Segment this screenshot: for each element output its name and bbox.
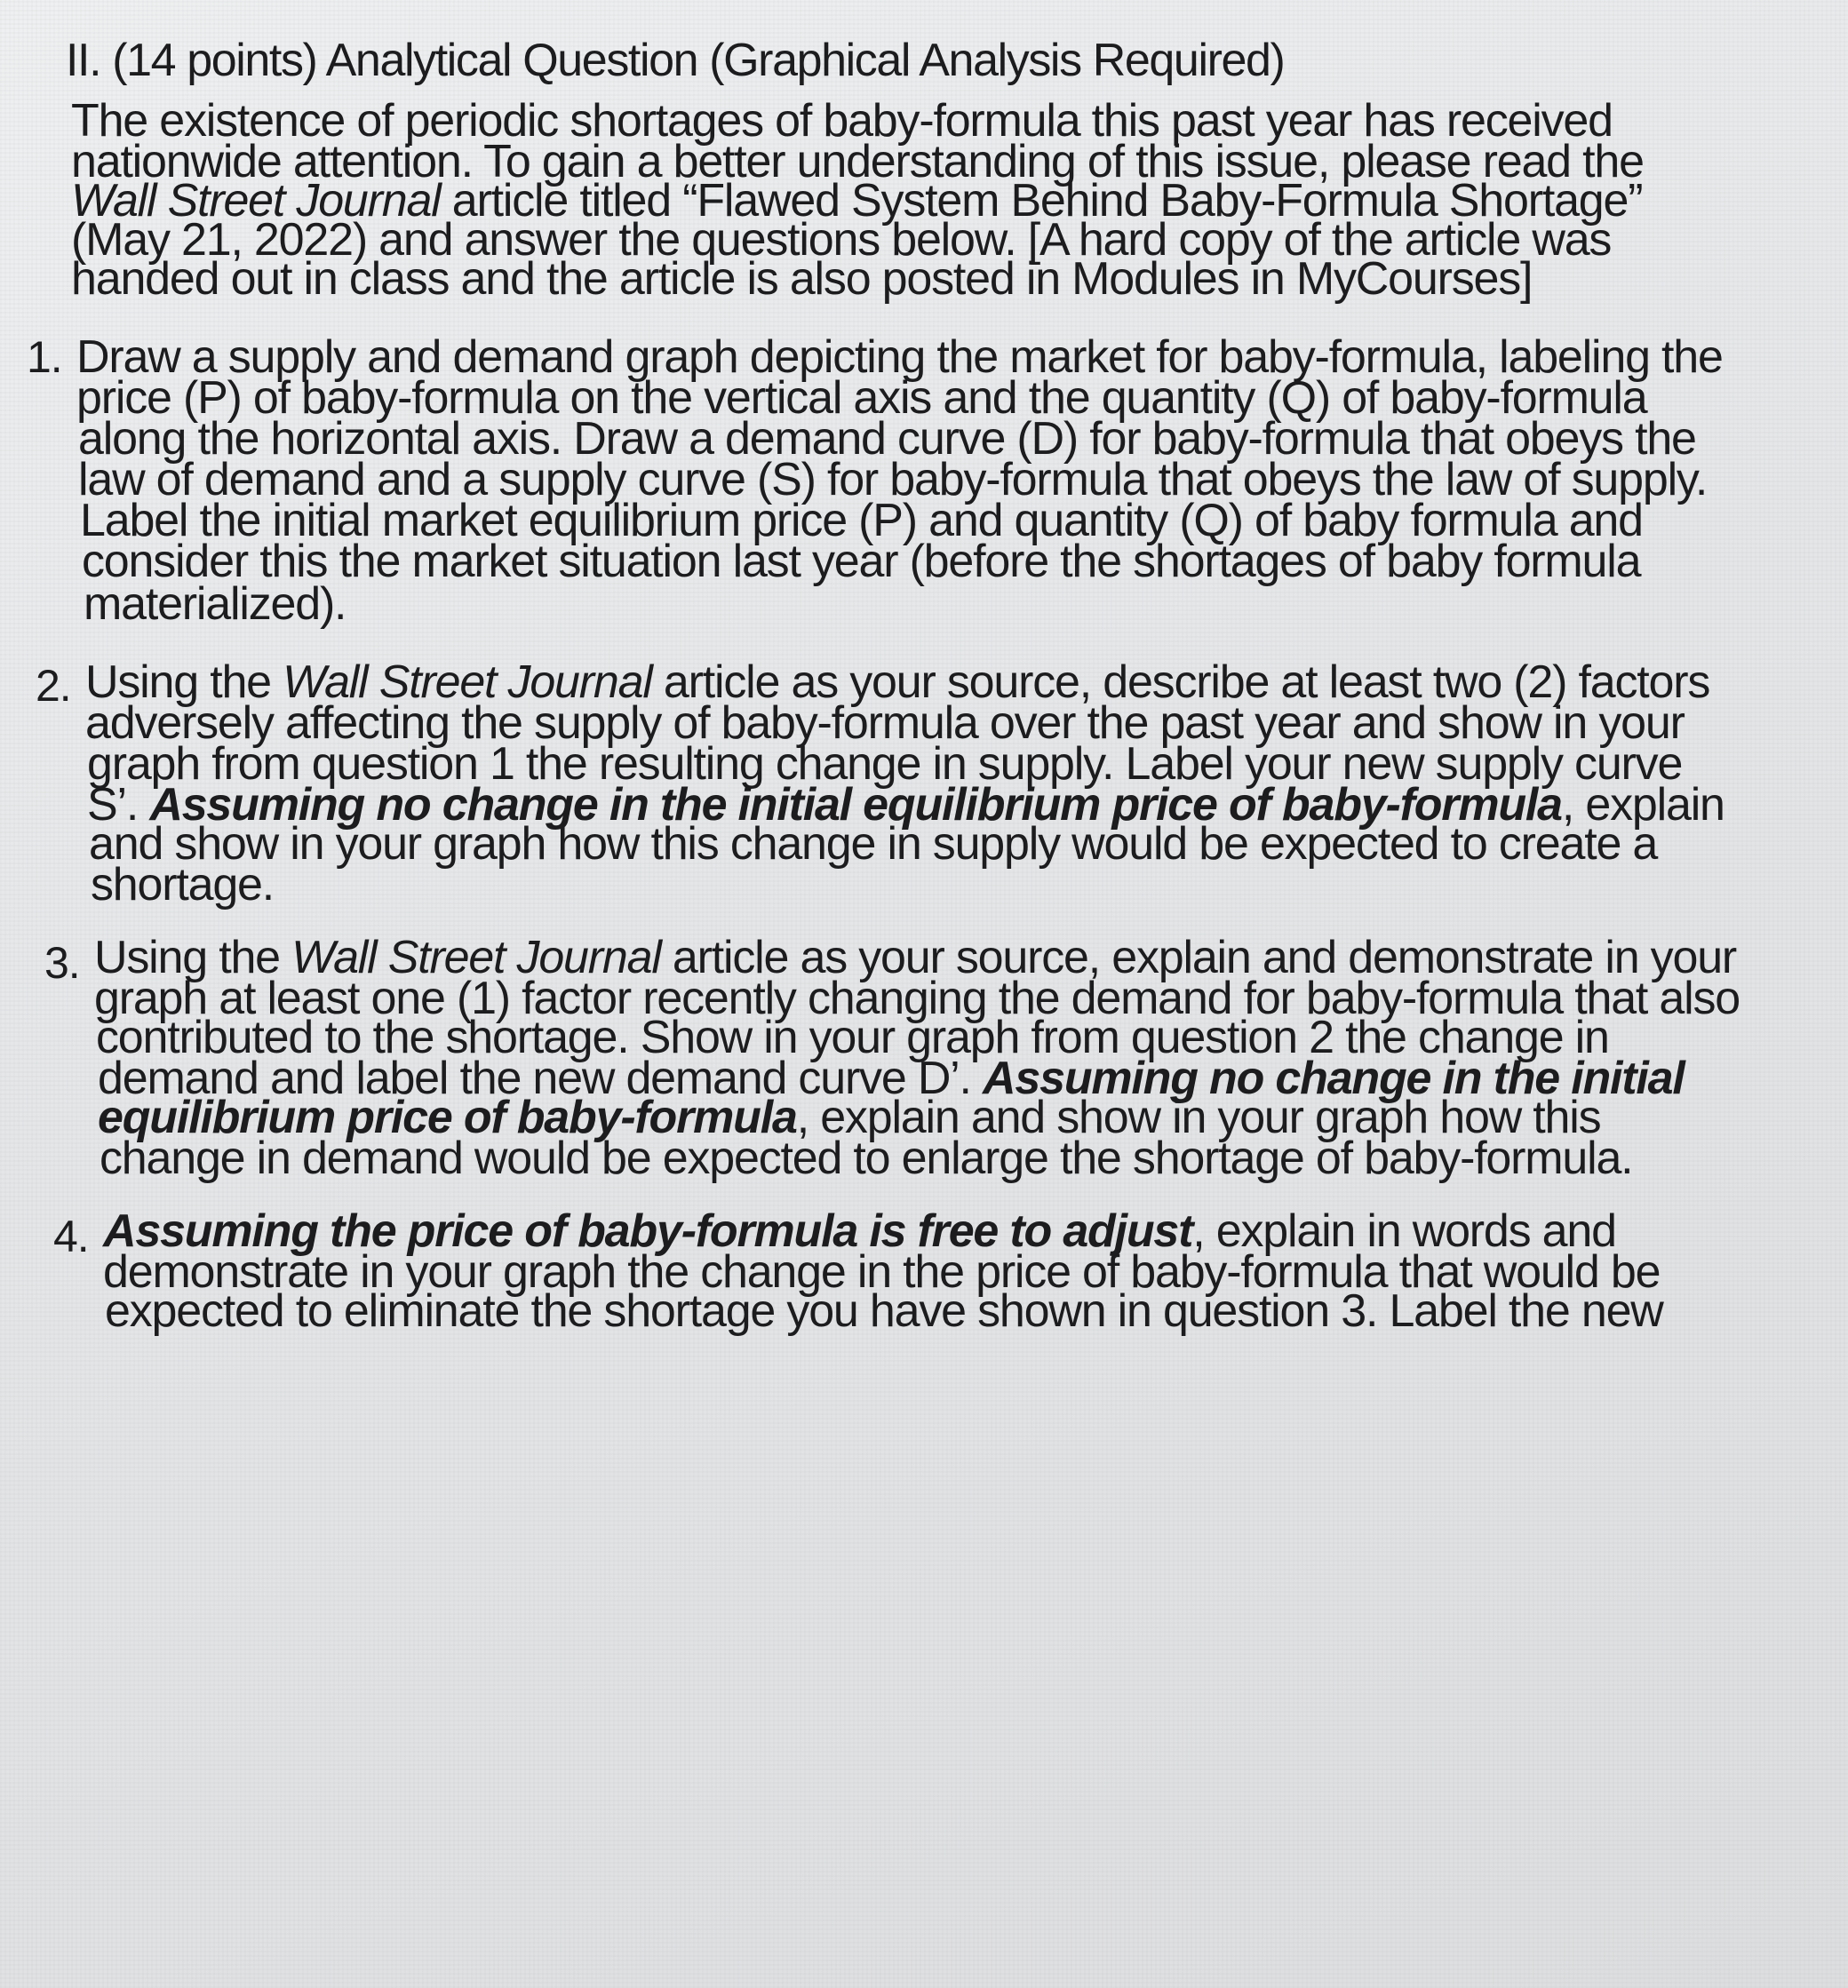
q2-line-3: graph from question 1 the resulting change in supply. Label your new supply curve [87,738,1683,790]
q3-line-6: change in demand would be expected to enlarge the shortage of baby-formula. [100,1133,1633,1184]
q2-line-2: adversely affecting the supply of baby-formula over the past year and show in your [85,697,1685,749]
q4-line-2: demonstrate in your graph the change in the price of baby-formula that would be [103,1246,1661,1298]
q3-emphasis-b: equilibrium price of baby-formula [98,1092,797,1143]
q4-line-1: Assuming the price of baby-formula is free to adjust, explain in words and [103,1205,1616,1257]
question-3-number: 3. [44,938,80,988]
q1-line-5: Label the initial market equilibrium price (P) and quantity (Q) of baby formula and [80,495,1643,546]
journal-title: Wall Street Journal [291,932,661,983]
journal-title: Wall Street Journal [71,175,441,227]
q3-emphasis-a: Assuming no change in the initial [983,1053,1685,1104]
q1-line-4: law of demand and a supply curve (S) for baby-formula that obeys the law of supply. [78,454,1708,505]
section-heading: II. (14 points) Analytical Question (Graphical Analysis Required) [66,35,1285,86]
question-2-number: 2. [36,661,71,711]
q1-line-3: along the horizontal axis. Draw a demand curve (D) for baby-formula that obeys the [78,413,1696,465]
q1-line-2: price (P) of baby-formula on the vertical axis and the quantity (Q) of baby-formula [76,372,1647,424]
q1-line-7: materialized). [84,578,346,630]
q2-line-5: and show in your graph how this change in supply would be expected to create a [89,818,1658,870]
q3-line-3: contributed to the shortage. Show in your graph from question 2 the change in [96,1012,1609,1063]
q1-line-1: Draw a supply and demand graph depicting the market for baby-formula, labeling the [76,331,1723,383]
q2-line-1: Using the Wall Street Journal article as your source, describe at least two (2) factors [85,656,1710,708]
intro-line-4: (May 21, 2022) and answer the questions below. [A hard copy of the article was [71,214,1612,266]
q3-line-1: Using the Wall Street Journal article as your source, explain and demonstrate in your [94,932,1737,983]
intro-line-1: The existence of periodic shortages of baby-formula this past year has received [71,95,1613,147]
q2-line-6: shortage. [91,859,275,911]
q3-line-5: equilibrium price of baby-formula, explain and show in your graph how this [98,1092,1601,1143]
question-1-number: 1. [27,332,62,382]
q3-line-4: demand and label the new demand curve D’. Assuming no change in the initial [98,1053,1685,1104]
intro-line-3-rest: article titled “Flawed System Behind Baby-Formula Shortage” [440,175,1643,227]
q1-line-6: consider this the market situation last year (before the shortages of baby formula [82,536,1641,587]
q2-line-4: S’. Assuming no change in the initial equilibrium price of baby-formula, explain [87,779,1725,831]
journal-title: Wall Street Journal [283,656,652,708]
question-4-number: 4. [53,1212,89,1261]
q4-line-3: expected to eliminate the shortage you have shown in question 3. Label the new [105,1285,1663,1337]
q4-emphasis: Assuming the price of baby-formula is free to adjust [103,1205,1193,1257]
q3-line-2: graph at least one (1) factor recently changing the demand for baby-formula that also [94,973,1740,1024]
intro-line-2: nationwide attention. To gain a better understanding of this issue, please read the [71,136,1644,187]
intro-line-5: handed out in class and the article is also posted in Modules in MyCourses] [71,253,1533,305]
q2-emphasis: Assuming no change in the initial equilibrium price of baby-formula [149,779,1562,831]
